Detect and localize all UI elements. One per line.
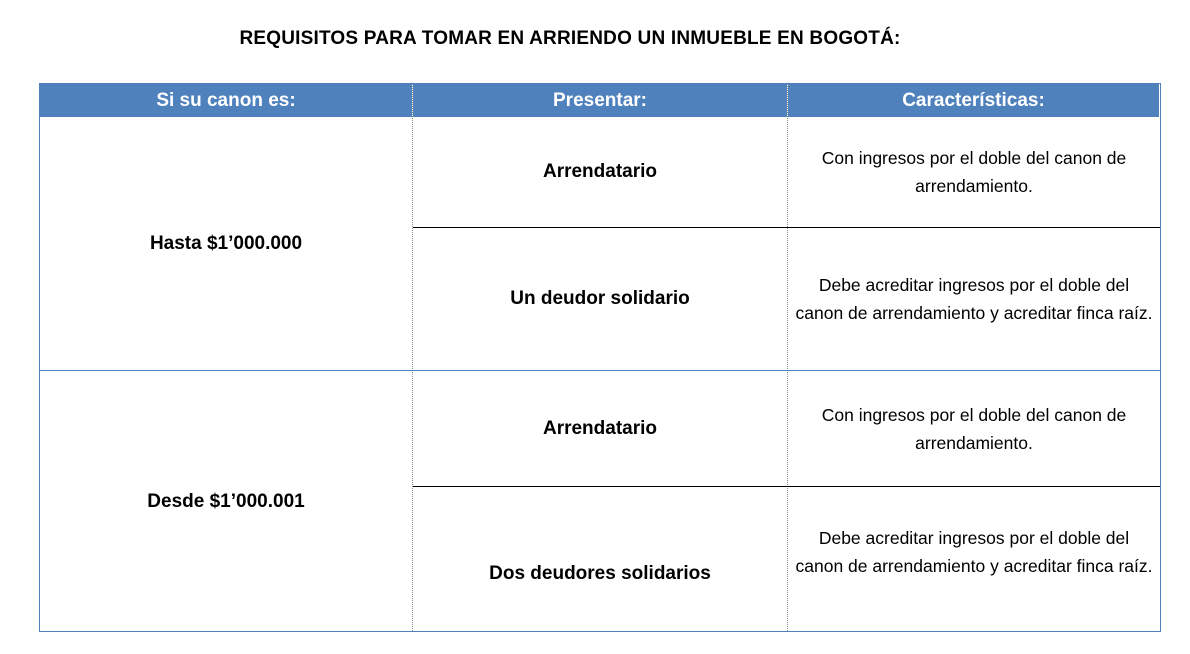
caracteristicas-cell: Debe acreditar ingresos por el doble del canon de arrendamiento y acreditar finca raíz.	[795, 528, 1153, 576]
presentar-cell: Arrendatario	[542, 418, 658, 439]
page-title: REQUISITOS PARA TOMAR EN ARRIENDO UN INMUEBLE EN BOGOTÁ:	[239, 28, 901, 49]
header-canon: Si su canon es:	[40, 84, 412, 117]
caracteristicas-cell: Con ingresos por el doble del canon de arrendamiento.	[821, 405, 1127, 453]
header-presentar: Presentar:	[413, 84, 787, 117]
requirements-table	[39, 83, 1161, 632]
header-caracteristicas: Características:	[788, 84, 1159, 117]
presentar-cell: Un deudor solidario	[510, 288, 690, 309]
presentar-cell: Dos deudores solidarios	[489, 563, 711, 584]
canon-cell: Desde $1’000.001	[147, 490, 305, 512]
caracteristicas-cell: Con ingresos por el doble del canon de arrendamiento.	[821, 148, 1127, 196]
group-divider	[40, 370, 1160, 371]
canon-cell: Hasta $1’000.000	[149, 232, 303, 254]
caracteristicas-cell: Debe acreditar ingresos por el doble del canon de arrendamiento y acreditar finca raíz.	[795, 275, 1153, 323]
presentar-cell: Arrendatario	[542, 161, 658, 182]
